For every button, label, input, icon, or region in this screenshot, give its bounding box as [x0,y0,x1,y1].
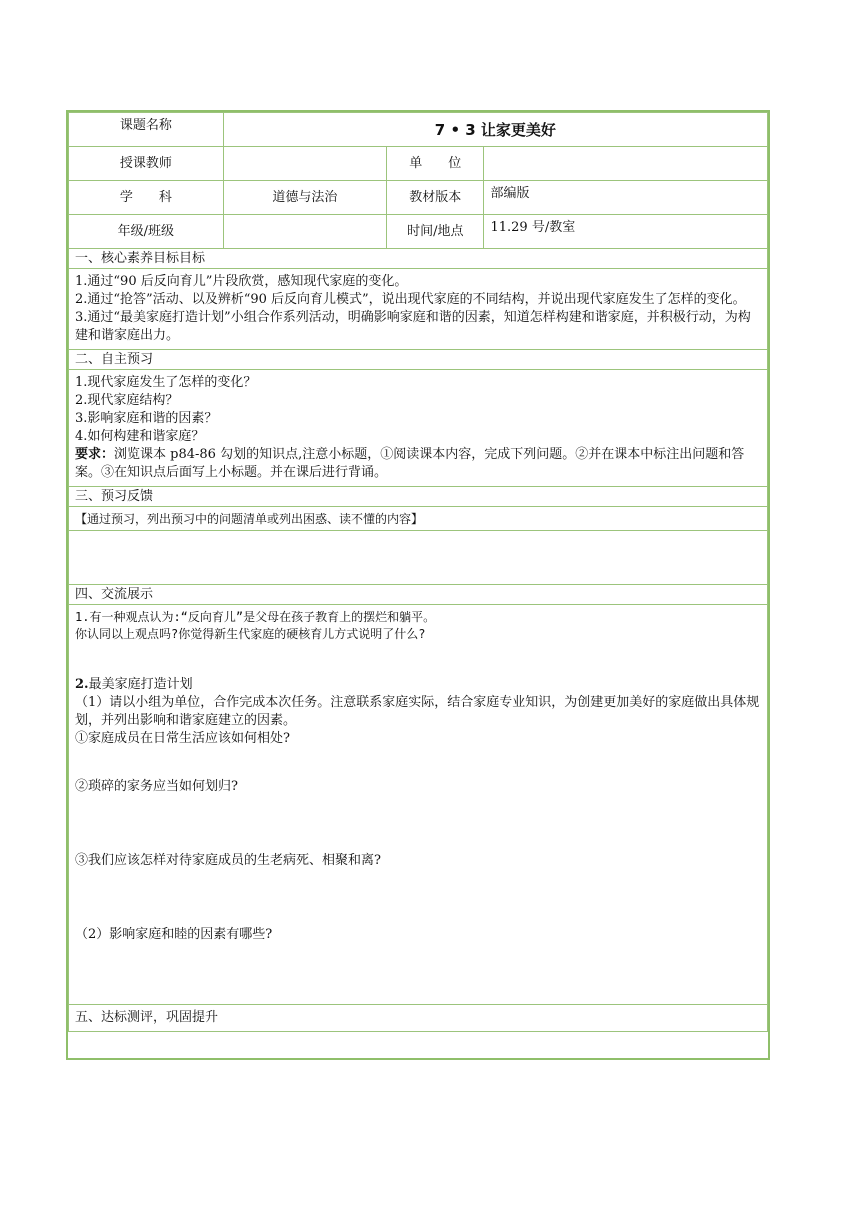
discussion-q2-d: （2）影响家庭和睦的因素有哪些? [75,927,273,942]
section3-note: 【通过预习，列出预习中的问题清单或列出困惑、读不懂的内容】 [69,507,768,531]
subject-label: 学 科 [69,181,224,215]
edition-label: 教材版本 [387,181,484,215]
section4-header [69,585,768,605]
lesson-plan-table [68,112,768,1032]
lesson-plan-sheet [66,110,770,1060]
preview-q4: 4.如何构建和谐家庭？ [75,429,205,444]
discussion-q2-intro: （1）请以小组为单位，合作完成本次任务。注意联系家庭实际，结合家庭专业知识，为创建更加美好的家庭做出具体规划，并列出影响和谐家庭建立的因素。 [75,695,760,728]
preview-requirement [75,446,761,482]
objective-1: 1.通过“90 后反向育儿”片段欣赏，感知现代家庭的变化。 [75,274,408,289]
topic-value: 7 • 3 让家更美好 [223,113,767,147]
section4-title: 四、交流展示 [69,585,768,605]
section3-blank [69,531,768,585]
preview-q3: 3.影响家庭和谐的因素？ [75,411,218,426]
discussion-q2-c: ③我们应该怎样对待家庭成员的生老病死、相聚和离? [75,853,381,868]
section5-title: 五、达标测评，巩固提升 [69,1005,768,1032]
section1-body [69,269,768,350]
row-topic [69,113,768,147]
teacher-label: 授课教师 [69,147,224,181]
section2-body [69,370,768,487]
discussion-q2-b: ②琐碎的家务应当如何划归? [75,779,238,794]
topic-label: 课题名称 [69,113,224,147]
section4-body [69,605,768,1005]
discussion-q2-title [75,676,761,694]
discussion-q2-a: ①家庭成员在日常生活应该如何相处? [75,731,290,746]
section5-header [69,1005,768,1032]
teacher-value [223,147,386,181]
section1-header [69,249,768,269]
requirement-text: 浏览课本 p84-86 勾划的知识点,注意小标题，①阅读课本内容，完成下列问题。②并在课本中标注出问题和答案。③在知识点后面写上小标题。并在课后进行背诵。 [75,447,745,480]
subject-value: 道德与法治 [223,181,386,215]
row-subject [69,181,768,215]
section3-note-row [69,507,768,531]
edition-value: 部编版 [484,181,768,215]
requirement-label: 要求： [75,447,115,462]
discussion-q1-line1: 1.有一种观点认为:“反向育儿”是父母在孩子教育上的摆烂和躺平。 [75,610,436,624]
row-teacher [69,147,768,181]
unit-label: 单 位 [387,147,484,181]
q2-number: 2. [75,677,89,692]
q2-title-text: 最美家庭打造计划 [88,677,193,692]
preview-q2: 2.现代家庭结构？ [75,393,179,408]
time-value: 11.29 号/教室 [484,215,768,249]
section1-title: 一、核心素养目标目标 [69,249,768,269]
section3-title: 三、预习反馈 [69,487,768,507]
grade-value [223,215,386,249]
section2-title: 二、自主预习 [69,350,768,370]
objective-3: 3.通过“最美家庭打造计划”小组合作系列活动，明确影响家庭和谐的因素，知道怎样构建和谐家庭，并积极行动，为构建和谐家庭出力。 [75,310,751,343]
preview-q1: 1.现代家庭发生了怎样的变化？ [75,375,257,390]
section3-blank-row [69,531,768,585]
section2-header [69,350,768,370]
time-label: 时间/地点 [387,215,484,249]
objective-2: 2.通过“抢答”活动、以及辨析“90 后反向育儿模式”，说出现代家庭的不同结构，并说出现代家庭发生了怎样的变化。 [75,292,746,307]
discussion-q1-line2: 你认同以上观点吗?你觉得新生代家庭的硬核育儿方式说明了什么? [75,627,426,641]
grade-label: 年级/班级 [69,215,224,249]
unit-value [484,147,768,181]
row-grade [69,215,768,249]
section3-header [69,487,768,507]
